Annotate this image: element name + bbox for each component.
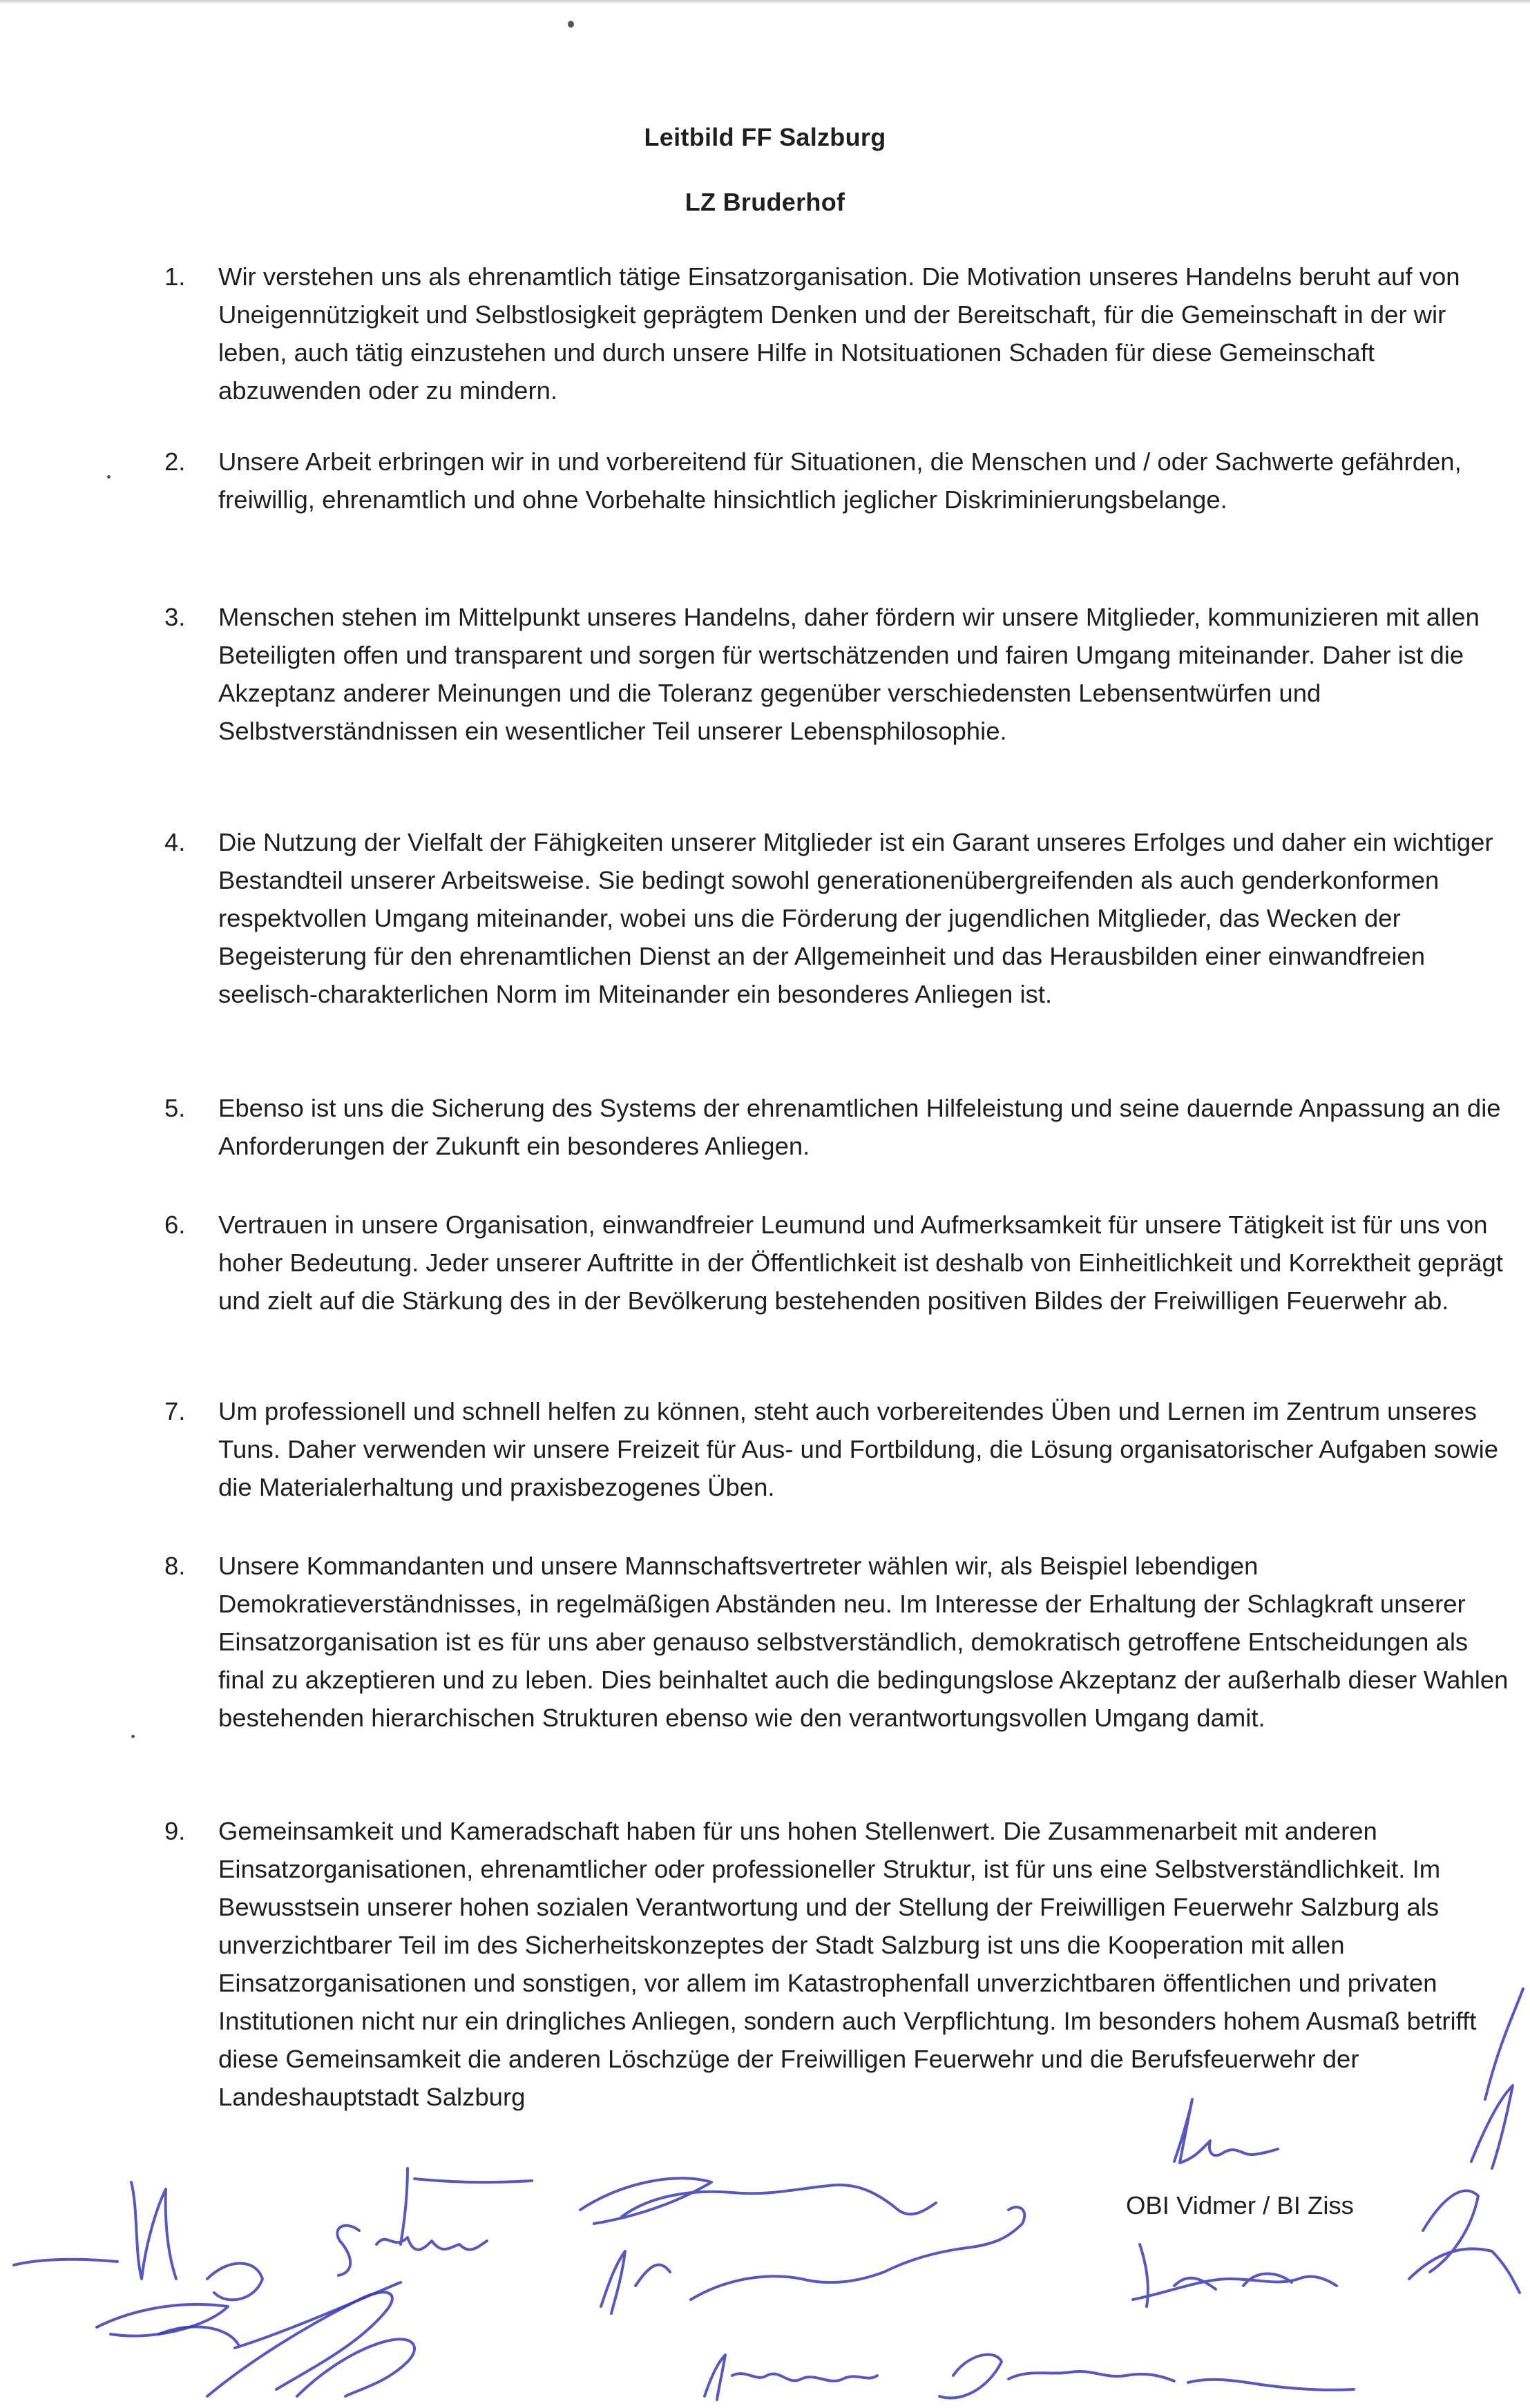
signature-stroke [705,2355,877,2400]
scan-speck [131,1735,135,1738]
signature-stroke [939,2355,1354,2398]
signature-stroke [580,2178,936,2224]
item-text: Gemeinsamkeit und Kameradschaft haben für uns hohen Stellenwert. Die Zusammenarbeit mit anderen Einsatzorganisationen, ehrenamtlicher oder professioneller Struktur, ist für uns eine Selbstverständlichkeit. Im Bewusstsein unserer hohen sozialen Verantwortung und der Stellung der Freiwilligen Feuerwehr Salzburg als unverzichtbarer Teil im des Sicherheitskonzeptes der Stadt Salzburg ist uns die Kooperation mit allen Einsatzorganisationen und sonstigen, vor allem im Katastrophenfall unverzichtbaren öffentlichen und privaten Institutionen nicht nur ein dringliches Anliegen, sondern auch Verpflichtung. Im besonders hohem Ausmaß betrifft diese Gemeinsamkeit die anderen Löschzüge der Freiwilligen Feuerwehr und die Berufsfeuerwehr der Landeshauptstadt Salzburg [218,1817,1477,2111]
signatory-names: OBI Vidmer / BI Ziss [1126,2191,1354,2219]
item-number: 6. [164,1211,186,1239]
signature-stroke [1133,2244,1337,2306]
signature-stroke [14,2182,228,2336]
item-text: Ebenso ist uns die Sicherung des Systems der ehrenamtlichen Hilfeleistung und seine dauernde Anpassung an die Anforderungen der Zukunft ein besonderes Anliegen. [218,1094,1501,1160]
scan-speck [107,475,111,479]
item-number: 5. [164,1094,186,1122]
item-number: 8. [164,1552,186,1580]
signature-stroke [601,2207,1024,2313]
item-text: Um professionell und schnell helfen zu können, steht auch vorbereitendes Üben und Lernen im Zentrum unseres Tuns. Daher verwenden wir unsere Freizeit für Aus- und Fortbildung, die Lösung organisatorischer Aufgaben sowie die Materialerhaltung und praxisbezogenes Üben. [218,1397,1499,1501]
item-text: Unsere Arbeit erbringen wir in und vorbereitend für Situationen, die Menschen und / oder Sachwerte gefährden, freiwillig, ehrenamtlich und ohne Vorbehalte hinsichtlich jeglicher Diskriminierungsbelange. [218,447,1462,514]
scan-speck [568,21,574,28]
scan-edge [0,0,1530,4]
item-text: Menschen stehen im Mittelpunkt unseres Handelns, daher fördern wir unsere Mitglieder, kommunizieren mit allen Beteiligten offen und transparent und sorgen für wertschätzenden und fairen Umgang miteinander. Daher ist die Akzeptanz anderer Meinungen und die Toleranz gegenüber verschiedensten Lebensentwürfen und Selbstverständnissen ein wesentlicher Teil unserer Lebensphilosophie. [218,603,1480,745]
item-text: Vertrauen in unsere Organisation, einwandfreier Leumund und Aufmerksamkeit für unsere Tätigkeit ist für uns von hoher Bedeutung. Jeder unserer Auftritte in der Öffentlichkeit ist deshalb von Einheitlichkeit und Korrektheit geprägt und zielt auf die Stärkung des in der Bevölkerung bestehenden positiven Bildes der Freiwilligen Feuerwehr ab. [218,1211,1503,1315]
signature-stroke [207,2292,414,2396]
document-title: Leitbild FF Salzburg [644,123,886,151]
item-number: 9. [164,1817,186,1845]
signature-stroke [159,2264,401,2349]
document-subtitle: LZ Bruderhof [685,188,845,216]
item-text: Wir verstehen uns als ehrenamtlich tätige Einsatzorganisation. Die Motivation unseres Handelns beruht auf von Uneigennützigkeit und Selbstlosigkeit geprägtem Denken und der Bereitschaft, für die Gemeinschaft in der wir leben, auch tätig einzustehen und durch unsere Hilfe in Notsituationen Schaden für diese Gemeinschaft abzuwenden oder zu mindern. [218,262,1460,405]
item-number: 4. [164,828,186,856]
item-text: Unsere Kommandanten und unsere Mannschaftsvertreter wählen wir, als Beispiel lebendigen Demokratieverständnisses, in regelmäßigen Abständen neu. Im Interesse der Erhaltung der Schlagkraft unserer Einsatzorganisation ist es für uns aber genauso selbstverständlich, demokratisch getroffene Entscheidungen als final zu akzeptieren und zu leben. Dies beinhaltet auch die bedingungslose Akzeptanz der außerhalb dieser Wahlen bestehenden hierarchischen Strukturen ebenso wie den verantwortungsvollen Umgang damit. [218,1552,1509,1732]
item-number: 3. [164,603,186,631]
item-number: 7. [164,1397,186,1425]
item-text: Die Nutzung der Vielfalt der Fähigkeiten unserer Mitglieder ist ein Garant unseres Erfolges und daher ein wichtiger Bestandteil unserer Arbeitsweise. Sie bedingt sowohl generationenübergreifenden als auch genderkonformen respektvollen Umgang miteinander, wobei uns die Förderung der jugendlichen Mitglieder, das Wecken der Begeisterung für den ehrenamtlichen Dienst an der Allgemeinheit und das Herausbilden einer einwandfreien seelisch-charakterlichen Norm im Miteinander ein besonderes Anliegen ist. [218,828,1493,1008]
item-number: 1. [164,262,186,291]
signature-stroke [337,2168,532,2275]
item-number: 2. [164,447,186,476]
